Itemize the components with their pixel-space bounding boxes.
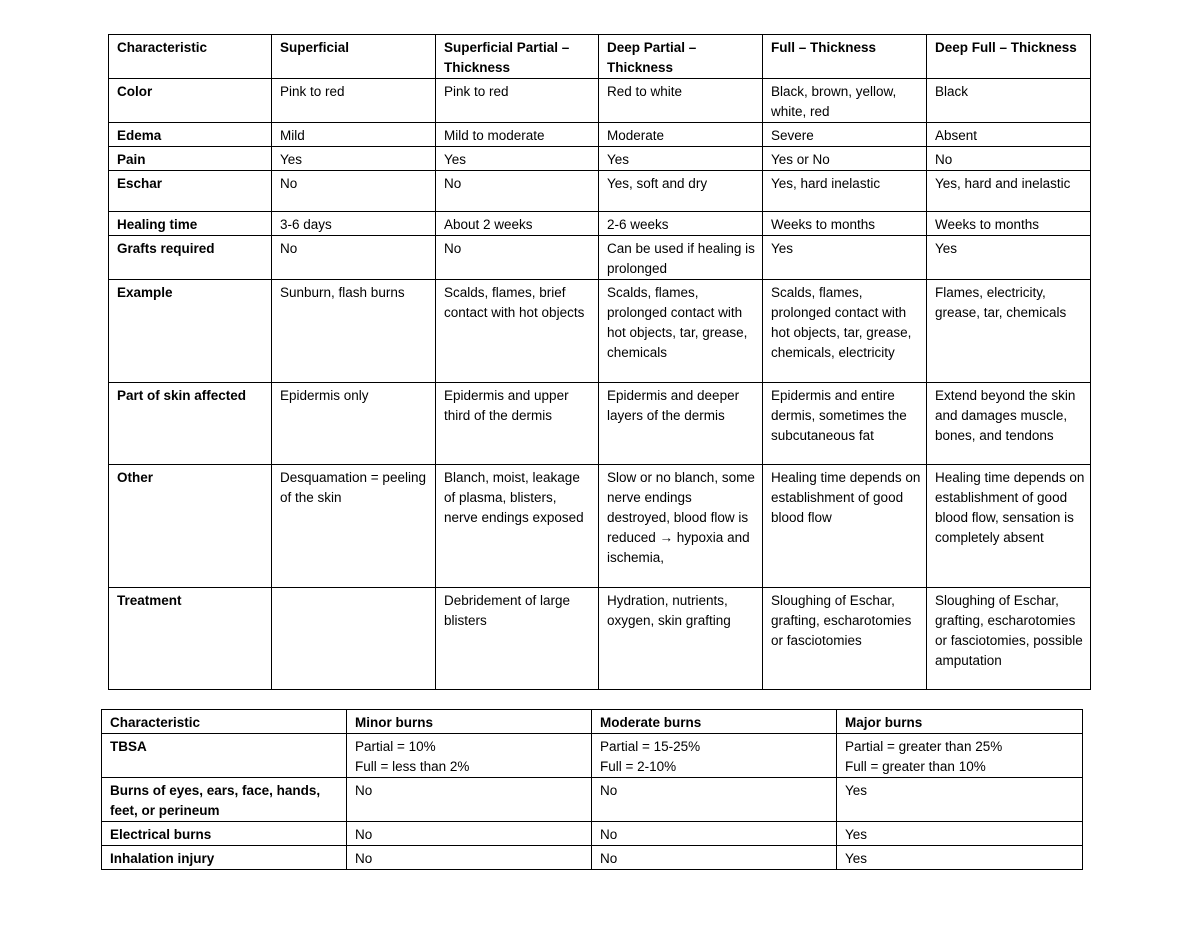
table-cell: Sloughing of Eschar, grafting, escharotomies or fasciotomies, possible amputation bbox=[927, 588, 1091, 690]
table-cell: No bbox=[347, 822, 592, 846]
table-cell: No bbox=[347, 778, 592, 822]
table-cell: Desquamation = peeling of the skin bbox=[272, 465, 436, 588]
table-cell: No bbox=[592, 778, 837, 822]
column-header: Deep Full – Thickness bbox=[927, 35, 1091, 79]
table-cell: Pink to red bbox=[436, 79, 599, 123]
cell-line: Full = greater than 10% bbox=[845, 759, 986, 774]
table-row bbox=[109, 212, 1091, 236]
burn-severity-table bbox=[101, 709, 1083, 870]
table-cell: 2-6 weeks bbox=[599, 212, 763, 236]
column-header: Moderate burns bbox=[592, 710, 837, 734]
table-row bbox=[109, 588, 1091, 690]
table-cell: Healing time depends on establishment of good blood flow bbox=[763, 465, 927, 588]
table-cell: Sloughing of Eschar, grafting, escharotomies or fasciotomies bbox=[763, 588, 927, 690]
table-cell: No bbox=[592, 822, 837, 846]
table-cell: Can be used if healing is prolonged bbox=[599, 236, 763, 280]
table-cell: Mild bbox=[272, 123, 436, 147]
table-cell: Flames, electricity, grease, tar, chemicals bbox=[927, 280, 1091, 383]
burn-depth-table bbox=[108, 34, 1091, 690]
table-cell bbox=[592, 734, 837, 778]
row-label: Part of skin affected bbox=[109, 383, 272, 465]
table-cell: Scalds, flames, prolonged contact with hot objects, tar, grease, chemicals bbox=[599, 280, 763, 383]
row-label: Healing time bbox=[109, 212, 272, 236]
table-cell: No bbox=[272, 171, 436, 212]
table-cell: Slow or no blanch, some nerve endings destroyed, blood flow is reduced → hypoxia and ischemia, bbox=[599, 465, 763, 588]
table-cell bbox=[272, 588, 436, 690]
table-cell: No bbox=[272, 236, 436, 280]
column-header: Full – Thickness bbox=[763, 35, 927, 79]
table-cell: Yes bbox=[837, 778, 1083, 822]
table-cell: Epidermis and upper third of the dermis bbox=[436, 383, 599, 465]
row-label: Grafts required bbox=[109, 236, 272, 280]
table-row bbox=[109, 147, 1091, 171]
row-label: TBSA bbox=[102, 734, 347, 778]
column-header: Characteristic bbox=[102, 710, 347, 734]
table-cell: Yes, hard inelastic bbox=[763, 171, 927, 212]
table-cell: Debridement of large blisters bbox=[436, 588, 599, 690]
table-row bbox=[102, 778, 1083, 822]
table-row bbox=[109, 79, 1091, 123]
table-row bbox=[109, 465, 1091, 588]
table-cell: Yes bbox=[272, 147, 436, 171]
cell-line: Full = less than 2% bbox=[355, 759, 470, 774]
table-cell: Mild to moderate bbox=[436, 123, 599, 147]
table-cell: Weeks to months bbox=[763, 212, 927, 236]
row-label: Electrical burns bbox=[102, 822, 347, 846]
table-cell: About 2 weeks bbox=[436, 212, 599, 236]
column-header: Characteristic bbox=[109, 35, 272, 79]
table-cell: Yes bbox=[763, 236, 927, 280]
table-row bbox=[109, 171, 1091, 212]
table-cell: Hydration, nutrients, oxygen, skin grafting bbox=[599, 588, 763, 690]
table-cell: Yes bbox=[436, 147, 599, 171]
table-cell: Yes bbox=[599, 147, 763, 171]
table-cell: Epidermis only bbox=[272, 383, 436, 465]
row-label: Color bbox=[109, 79, 272, 123]
table-row bbox=[102, 822, 1083, 846]
table-cell: Weeks to months bbox=[927, 212, 1091, 236]
table-cell: Red to white bbox=[599, 79, 763, 123]
table-cell: Black, brown, yellow, white, red bbox=[763, 79, 927, 123]
table-cell bbox=[347, 734, 592, 778]
table-cell: Yes or No bbox=[763, 147, 927, 171]
cell-line: Partial = greater than 25% bbox=[845, 739, 1003, 754]
table-cell: Yes, hard and inelastic bbox=[927, 171, 1091, 212]
table-cell: Yes, soft and dry bbox=[599, 171, 763, 212]
row-label: Treatment bbox=[109, 588, 272, 690]
table-cell: Severe bbox=[763, 123, 927, 147]
table-cell: Absent bbox=[927, 123, 1091, 147]
row-label: Edema bbox=[109, 123, 272, 147]
table-cell: Yes bbox=[837, 846, 1083, 870]
table-cell: Yes bbox=[927, 236, 1091, 280]
table-cell: Epidermis and deeper layers of the dermis bbox=[599, 383, 763, 465]
header-row bbox=[109, 35, 1091, 79]
table-row bbox=[109, 280, 1091, 383]
table-cell: 3-6 days bbox=[272, 212, 436, 236]
table-cell: Scalds, flames, prolonged contact with hot objects, tar, grease, chemicals, electricity bbox=[763, 280, 927, 383]
cell-line: Full = 2-10% bbox=[600, 759, 677, 774]
cell-line: Partial = 10% bbox=[355, 739, 436, 754]
table-row bbox=[109, 383, 1091, 465]
table-cell bbox=[837, 734, 1083, 778]
column-header: Superficial bbox=[272, 35, 436, 79]
table-cell: Sunburn, flash burns bbox=[272, 280, 436, 383]
row-label: Eschar bbox=[109, 171, 272, 212]
table-cell: Scalds, flames, brief contact with hot objects bbox=[436, 280, 599, 383]
table-cell: Epidermis and entire dermis, sometimes the subcutaneous fat bbox=[763, 383, 927, 465]
row-label: Other bbox=[109, 465, 272, 588]
table-cell: Black bbox=[927, 79, 1091, 123]
table-cell: Yes bbox=[837, 822, 1083, 846]
table-cell: Blanch, moist, leakage of plasma, blisters, nerve endings exposed bbox=[436, 465, 599, 588]
column-header: Major burns bbox=[837, 710, 1083, 734]
table-row bbox=[109, 123, 1091, 147]
cell-line: Partial = 15-25% bbox=[600, 739, 701, 754]
row-label: Example bbox=[109, 280, 272, 383]
column-header: Minor burns bbox=[347, 710, 592, 734]
table-row bbox=[102, 734, 1083, 778]
header-row bbox=[102, 710, 1083, 734]
column-header: Superficial Partial – Thickness bbox=[436, 35, 599, 79]
table-cell: No bbox=[592, 846, 837, 870]
row-label: Pain bbox=[109, 147, 272, 171]
table-cell: Extend beyond the skin and damages muscle, bones, and tendons bbox=[927, 383, 1091, 465]
table-row bbox=[109, 236, 1091, 280]
table-cell: No bbox=[436, 236, 599, 280]
row-label: Inhalation injury bbox=[102, 846, 347, 870]
table-cell: No bbox=[347, 846, 592, 870]
column-header: Deep Partial – Thickness bbox=[599, 35, 763, 79]
table-cell: No bbox=[436, 171, 599, 212]
row-label: Burns of eyes, ears, face, hands, feet, or perineum bbox=[102, 778, 347, 822]
table-cell: Moderate bbox=[599, 123, 763, 147]
table-cell: Pink to red bbox=[272, 79, 436, 123]
table-cell: No bbox=[927, 147, 1091, 171]
table-cell: Healing time depends on establishment of good blood flow, sensation is completely absent bbox=[927, 465, 1091, 588]
table-row bbox=[102, 846, 1083, 870]
